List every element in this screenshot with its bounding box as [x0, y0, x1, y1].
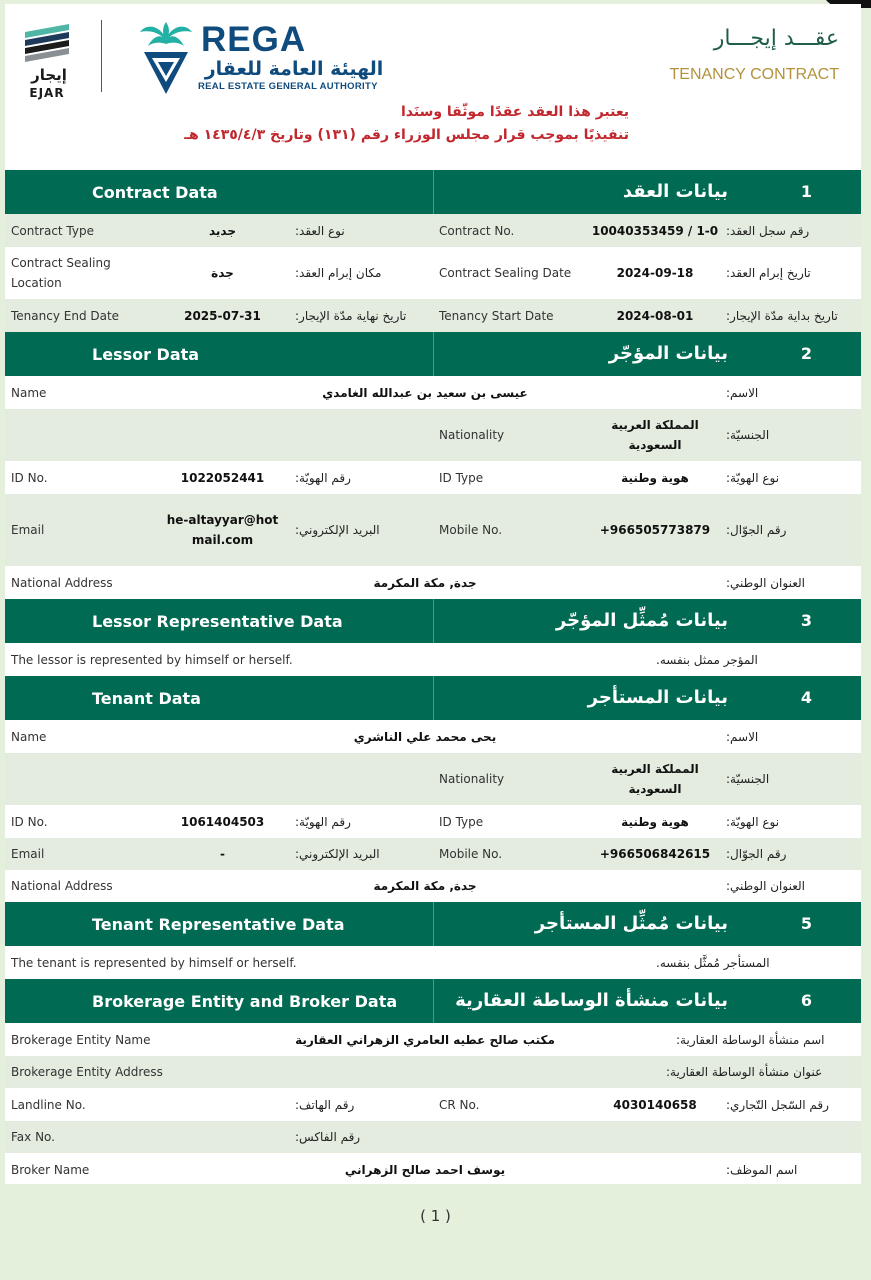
label-ar: الاسم: — [726, 385, 759, 400]
section-title-en: Tenant Data — [92, 689, 201, 708]
label-ar: الجنسيّة: — [726, 772, 770, 786]
label-ar: العنوان الوطني: — [726, 879, 805, 893]
row-brokerage-address — [5, 1056, 861, 1088]
row-tenant-contact — [5, 838, 861, 870]
row-tenant-name — [5, 720, 861, 753]
value: هوية وطنية — [621, 470, 689, 485]
header-divider — [101, 20, 102, 92]
label-ar: نوع الهويّة: — [726, 814, 780, 829]
label-en: Name — [11, 385, 47, 400]
value: 2025-07-31 — [184, 308, 261, 323]
label-en: Mobile No. — [439, 847, 503, 861]
row-lessor-rep-note — [5, 643, 861, 676]
value: يحى محمد علي الناشري — [353, 729, 497, 744]
section-title-en: Lessor Data — [92, 345, 200, 364]
section-title-en: Contract Data — [92, 183, 218, 202]
label-ar: اسم الموظف: — [726, 1162, 798, 1177]
note-en: The tenant is represented by himself or herself. — [11, 955, 297, 970]
note-ar: المؤجر ممثل بنفسه. — [656, 652, 758, 667]
label-ar: رقم الهاتف: — [295, 1097, 355, 1112]
section-divider — [433, 332, 434, 376]
row-brokerage-phone-cr — [5, 1088, 861, 1121]
section-header-lessor-rep — [5, 599, 861, 643]
label-ar: تاريخ بداية مدّة الإيجار: — [726, 308, 838, 323]
value: عيسى بن سعيد بن عبدالله الغامدي — [322, 385, 528, 400]
label-ar: رقم سجل العقد: — [726, 223, 810, 238]
ejar-stripes-icon — [25, 20, 69, 64]
section-header-brokerage — [5, 979, 861, 1023]
label-en: Brokerage Entity Address — [11, 1065, 163, 1079]
label-en: Tenancy End Date — [11, 308, 120, 323]
label-en: Email — [11, 847, 45, 861]
row-sealing — [5, 247, 861, 299]
label-en: Email — [11, 523, 45, 537]
row-lessor-name — [5, 376, 861, 409]
section-title-ar: بيانات مُمثِّل المؤجّر — [555, 610, 728, 631]
label-en: Nationality — [439, 428, 505, 442]
section-title-en: Tenant Representative Data — [92, 915, 345, 934]
section-number: 1 — [800, 182, 812, 201]
section-title-en: Brokerage Entity and Broker Data — [92, 992, 398, 1011]
label-en: Nationality — [439, 772, 505, 786]
value: جدة, مكة المكرمة — [373, 575, 477, 590]
value: - — [220, 847, 225, 861]
row-lessor-address — [5, 566, 861, 599]
label-en: Contract Type — [11, 223, 94, 238]
document-header — [5, 4, 861, 170]
value: 10040353459 / 1-0 — [591, 223, 719, 238]
section-title-ar: بيانات المؤجّر — [608, 343, 728, 364]
ejar-english-text: EJAR — [29, 86, 65, 100]
section-title-ar: بيانات المستأجر — [587, 687, 728, 708]
row-lessor-nationality — [5, 409, 861, 461]
label-en: Contract No. — [439, 223, 515, 238]
label-en: Fax No. — [11, 1130, 55, 1144]
label-en: National Address — [11, 879, 113, 893]
value: مكتب صالح عطيه العامري الزهراني العقارية — [295, 1032, 555, 1047]
label-ar: نوع العقد: — [295, 223, 345, 238]
section-title-en: Lessor Representative Data — [92, 612, 343, 631]
row-brokerage-name — [5, 1023, 861, 1056]
value: 4030140658 — [613, 1097, 697, 1112]
label-en: ID No. — [11, 470, 48, 485]
section-divider — [433, 170, 434, 214]
value: جديد — [208, 223, 237, 238]
row-tenant-nationality — [5, 753, 861, 805]
value: المملكة العربية السعودية — [611, 762, 699, 796]
value: يوسف احمد صالح الزهراني — [344, 1162, 506, 1177]
label-ar: رقم الهويّة: — [295, 814, 351, 829]
value: +966505773879 — [599, 523, 711, 537]
value: المملكة العربية السعودية — [611, 418, 699, 452]
label-en: Mobile No. — [439, 523, 503, 537]
ejar-arabic-text: إيجار — [31, 66, 67, 84]
label-ar: مكان إبرام العقد: — [295, 266, 382, 280]
section-title-ar: بيانات منشأة الوساطة العقارية — [455, 990, 728, 1011]
row-broker-name — [5, 1153, 861, 1186]
label-en: ID No. — [11, 814, 48, 829]
row-contract-type — [5, 214, 861, 247]
section-header-tenant — [5, 676, 861, 720]
row-tenant-id — [5, 805, 861, 838]
notice-line-1: يعتبر هذا العقد عقدًا موثّقا وسنَدا — [400, 104, 629, 120]
page-number: ( 1 ) — [420, 1207, 451, 1225]
label-ar: الاسم: — [726, 729, 759, 744]
value: 2024-08-01 — [616, 308, 694, 323]
label-ar: رقم الجوّال: — [726, 523, 787, 537]
value: هوية وطنية — [621, 814, 689, 829]
row-brokerage-fax — [5, 1121, 861, 1153]
section-header-tenant-rep — [5, 902, 861, 946]
section-divider — [433, 676, 434, 720]
label-ar: رقم الهويّة: — [295, 470, 351, 485]
row-lessor-id — [5, 461, 861, 494]
value: جدة — [211, 266, 234, 280]
section-divider — [433, 599, 434, 643]
note-ar: المستأجر مُمثَّل بنفسه. — [656, 955, 770, 970]
section-number: 3 — [800, 611, 812, 630]
label-en: Contract Sealing Date — [439, 266, 572, 280]
label-en: Broker Name — [11, 1162, 90, 1177]
label-ar: اسم منشأة الوساطة العقارية: — [676, 1032, 825, 1047]
value: جدة, مكة المكرمة — [373, 879, 477, 893]
rega-english-name: REAL ESTATE GENERAL AUTHORITY — [198, 81, 378, 92]
value: he-altayyar@hotmail.com — [166, 513, 279, 547]
section-divider — [433, 979, 434, 1023]
section-number: 6 — [800, 991, 812, 1010]
value: 1022052441 — [180, 470, 265, 485]
label-ar: تاريخ إبرام العقد: — [726, 266, 811, 280]
label-ar: العنوان الوطني: — [726, 575, 805, 590]
row-tenant-rep-note — [5, 946, 861, 979]
label-en: ID Type — [439, 470, 484, 485]
label-en: Contract Sealing Location — [11, 256, 111, 290]
rega-palm-icon — [138, 18, 194, 94]
label-en: National Address — [11, 575, 113, 590]
section-header-lessor — [5, 332, 861, 376]
label-ar: تاريخ نهاية مدّة الإيجار: — [295, 308, 407, 323]
label-en: Tenancy Start Date — [439, 308, 554, 323]
label-en: Landline No. — [11, 1097, 86, 1112]
notice-line-2: تنفيذيًا بموجب قرار مجلس الوزراء رقم (١٣١) وتاريخ ١٤٣٥/٤/٣ هـ — [184, 127, 629, 143]
rega-arabic-name: الهيئة العامة للعقار — [204, 58, 384, 80]
rega-name: REGA — [201, 20, 307, 59]
label-ar: رقم الفاكس: — [295, 1130, 361, 1144]
ejar-logo — [25, 20, 69, 100]
label-ar: رقم الجوّال: — [726, 847, 787, 861]
row-tenancy-dates — [5, 299, 861, 332]
value: 1061404503 — [180, 814, 265, 829]
label-ar: البريد الإلكتروني: — [295, 847, 380, 861]
section-number: 2 — [800, 344, 812, 363]
label-en: CR No. — [439, 1097, 480, 1112]
label-en: ID Type — [439, 814, 484, 829]
contract-page — [5, 4, 861, 1184]
label-ar: نوع الهويّة: — [726, 470, 780, 485]
value: 2024-09-18 — [616, 266, 694, 280]
note-en: The lessor is represented by himself or herself. — [11, 652, 293, 667]
section-number: 5 — [800, 914, 812, 933]
label-en: Name — [11, 729, 47, 744]
section-header-contract — [5, 170, 861, 214]
value: +966506842615 — [599, 847, 711, 861]
label-en: Brokerage Entity Name — [11, 1032, 151, 1047]
label-ar: عنوان منشأة الوساطة العقارية: — [666, 1065, 823, 1079]
label-ar: الجنسيّة: — [726, 428, 770, 442]
row-lessor-contact — [5, 494, 861, 566]
section-title-ar: بيانات مُمثِّل المستأجر — [534, 913, 728, 934]
section-number: 4 — [800, 688, 812, 707]
section-divider — [433, 902, 434, 946]
section-title-ar: بيانات العقد — [622, 181, 728, 202]
title-arabic: عقـــد إيجـــار — [713, 26, 839, 51]
title-english: TENANCY CONTRACT — [669, 66, 839, 83]
label-ar: رقم السّجل التّجاري: — [726, 1097, 829, 1112]
label-ar: البريد الإلكتروني: — [295, 523, 380, 537]
row-tenant-address — [5, 870, 861, 902]
